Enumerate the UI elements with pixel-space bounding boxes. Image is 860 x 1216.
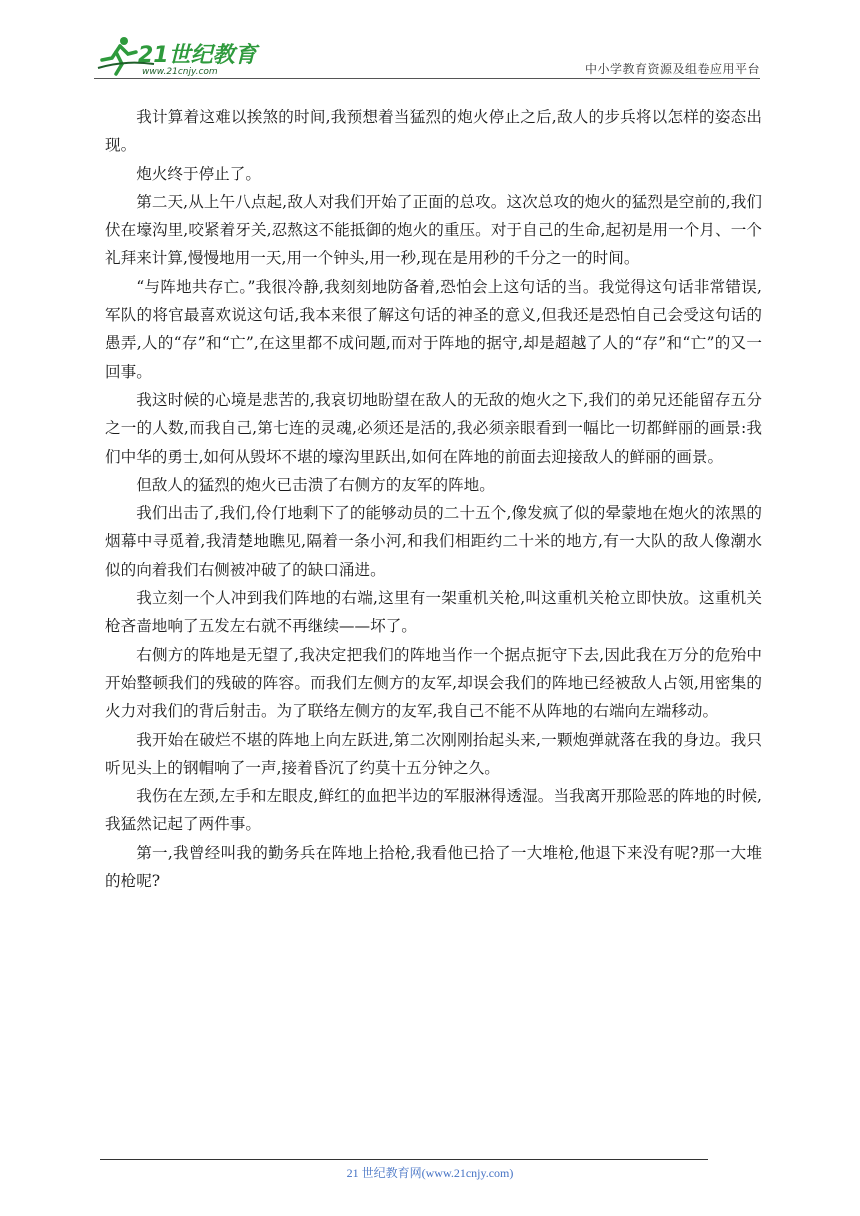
paragraph: 我这时候的心境是悲苦的,我哀切地盼望在敌人的无敌的炮火之下,我们的弟兄还能留存五分之一的人数,而我自己,第七连的灵魂,必须还是活的,我必须亲眼看到一幅比一切都鲜丽的画景:我们中华的勇士,如何从毁坏不堪的壕沟里跃出,如何在阵地的前面去迎接敌人的鲜丽的画景。 <box>105 390 762 466</box>
article-body <box>105 103 762 895</box>
page-header <box>0 0 860 80</box>
paragraph: “与阵地共存亡。”我很冷静,我刻刻地防备着,恐怕会上这句话的当。我觉得这句话非常错误,军队的将官最喜欢说这句话,我本来很了解这句话的神圣的意义,但我还是恐怕自己会受这句话的愚弄,人的“存”和“亡”,在这里都不成问题,而对于阵地的据守,却是超越了人的“存”和“亡”的又一回事。 <box>105 277 762 381</box>
paragraph: 我开始在破烂不堪的阵地上向左跃进,第二次刚刚抬起头来,一颗炮弹就落在我的身边。我只听见头上的钢帽响了一声,接着昏沉了约莫十五分钟之久。 <box>105 730 762 777</box>
paragraph: 但敌人的猛烈的炮火已击溃了右侧方的友军的阵地。 <box>136 475 495 494</box>
site-logo[interactable] <box>94 34 264 78</box>
paragraph: 第一,我曾经叫我的勤务兵在阵地上拾枪,我看他已拾了一大堆枪,他退下来没有呢?那一大堆的枪呢? <box>105 843 762 891</box>
svg-text:21世纪教育: 21世纪教育 <box>138 43 257 68</box>
svg-text:www.21cnjy.com: www.21cnjy.com <box>142 67 218 77</box>
paragraph: 右侧方的阵地是无望了,我决定把我们的阵地当作一个据点扼守下去,因此我在万分的危殆中开始整顿我们的残破的阵容。而我们左侧方的友军,却误会我们的阵地已经被敌人占领,用密集的火力对我们的背后射击。为了联络左侧方的友军,我自己不能不从阵地的右端向左端移动。 <box>105 645 762 721</box>
footer-divider <box>100 1159 708 1160</box>
paragraph: 炮火终于停止了。 <box>136 164 261 183</box>
footer-link[interactable]: 21 世纪教育网(www.21cnjy.com) <box>346 1166 514 1180</box>
paragraph: 我立刻一个人冲到我们阵地的右端,这里有一架重机关枪,叫这重机关枪立即快放。这重机关枪吝啬地响了五发左右就不再继续——坏了。 <box>105 589 762 636</box>
paragraph: 我伤在左颈,左手和左眼皮,鲜红的血把半边的军服淋得透湿。当我离开那险恶的阵地的时候,我猛然记起了两件事。 <box>105 787 762 834</box>
header-divider <box>94 78 760 79</box>
paragraph: 我计算着这难以挨煞的时间,我预想着当猛烈的炮火停止之后,敌人的步兵将以怎样的姿态出现。 <box>105 108 762 155</box>
paragraph: 第二天,从上午八点起,敌人对我们开始了正面的总攻。这次总攻的炮火的猛烈是空前的,我们伏在壕沟里,咬紧着牙关,忍熬这不能抵御的炮火的重压。对于自己的生命,起初是用一个月、一个礼拜来计算,慢慢地用一天,用一个钟头,用一秒,现在是用秒的千分之一的时间。 <box>105 192 762 268</box>
paragraph: 我们出击了,我们,伶仃地剩下了的能够动员的二十五个,像发疯了似的晕蒙地在炮火的浓黑的烟幕中寻觅着,我清楚地瞧见,隔着一条小河,和我们相距约二十米的地方,有一大队的敌人像潮水似的向着我们右侧被冲破了的缺口涌进。 <box>105 504 762 579</box>
platform-label: 中小学教育资源及组卷应用平台 <box>584 62 760 76</box>
runner-logo-icon <box>94 34 264 78</box>
